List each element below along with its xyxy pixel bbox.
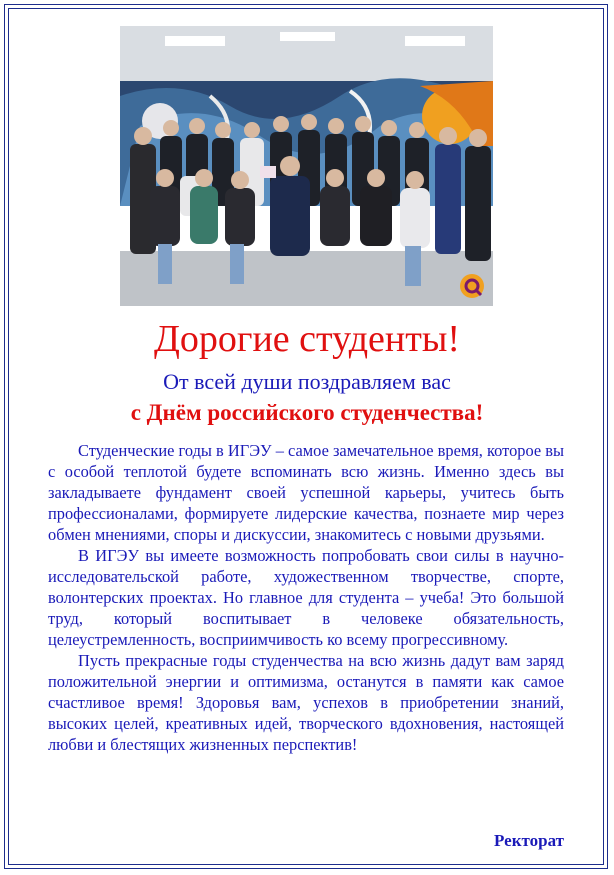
page-title: Дорогие студенты! <box>153 318 461 360</box>
subtitle-line-1: От всей души поздравляем вас <box>163 369 451 394</box>
q-logo-icon <box>460 274 484 298</box>
group-photo <box>120 26 493 306</box>
subtitle-line-2: с Днём российского студенчества! <box>130 400 484 425</box>
paragraph: Пусть прекрасные годы студенчества на всю жизнь дадут вам заряд положительной энергии и оптимизма, останутся в памяти как самое счастливое время! Здоровья вам, успехов в приобретении знаний, высоких целей, креативных идей, творческого вдохновения, настоящей любви и блестящих жизненных перспектив! <box>48 651 564 754</box>
paragraph: Студенческие годы в ИГЭУ – самое замечательное время, которое вы с особой теплотой будете вспоминать всю жизнь. Именно здесь вы закладываете фундамент своей успешной карьеры, учитесь быть профессионалами, формируете лидерские качества, познаете мир через обмен мнениями, споры и дискуссии, знакомитесь с новыми друзьями. <box>48 441 564 544</box>
paragraph: В ИГЭУ вы имеете возможность попробовать свои силы в научно-исследовательской работе, художественном творчестве, спорте, волонтерских проектах. Но главное для студента – учеба! Это большой труд, который воспитывает в человеке обязательность, целеустремленность, восприимчивость ко всему прогрессивному. <box>48 546 564 649</box>
signature: Ректорат <box>494 831 564 850</box>
congratulation-text <box>48 440 564 755</box>
